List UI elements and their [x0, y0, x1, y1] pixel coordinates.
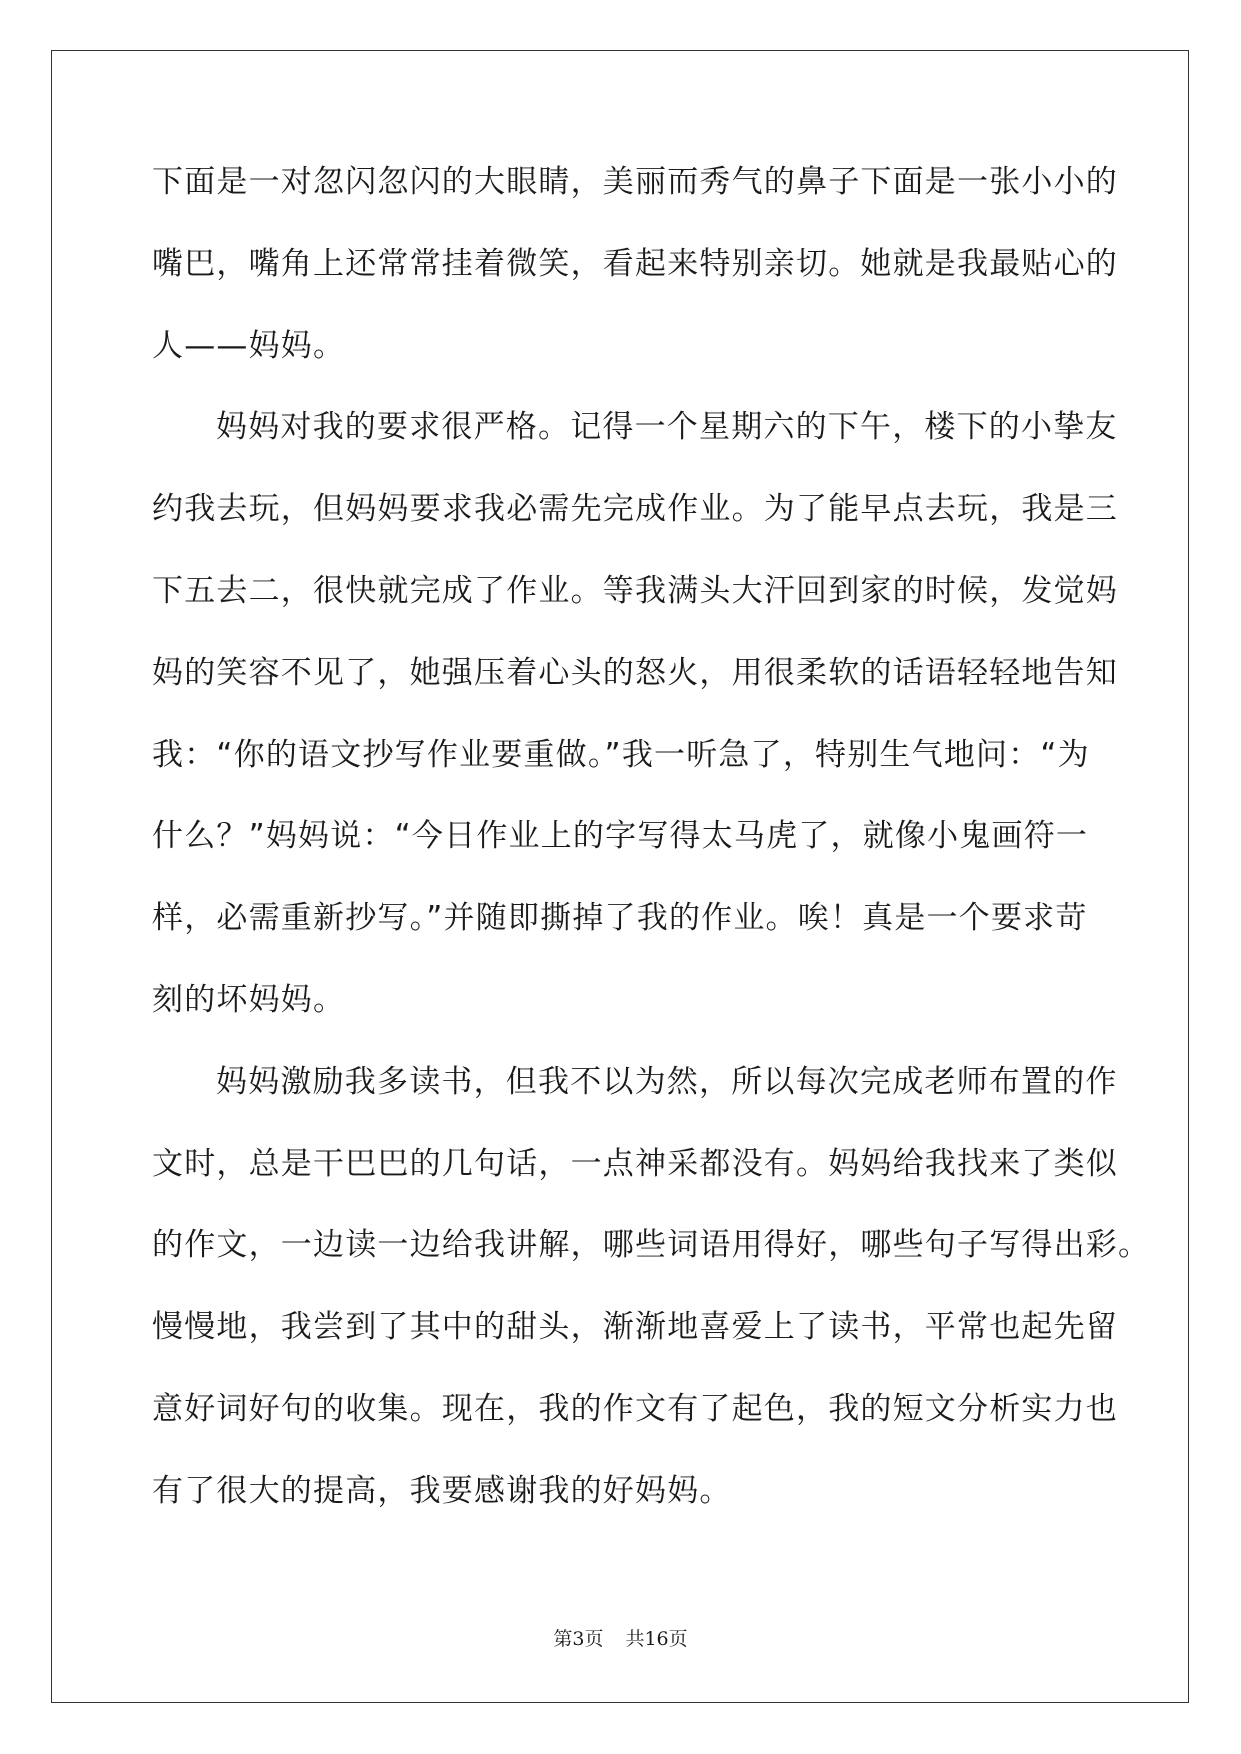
text-line: 约我去玩，但妈妈要求我必需先完成作业。为了能早点去玩，我是三 — [152, 491, 1118, 528]
text-line: 慢慢地，我尝到了其中的甜头，渐渐地喜爱上了读书，平常也起先留 — [152, 1309, 1118, 1346]
text-line: 刻的坏妈妈。 — [152, 981, 346, 1018]
paragraph-start-line: 妈妈激励我多读书，但我不以为然，所以每次完成老师布置的作 — [216, 1063, 1118, 1100]
paragraph-start-line: 妈妈对我的要求很严格。记得一个星期六的下午，楼下的小挚友 — [216, 409, 1118, 446]
page-number: 第3页 — [553, 1628, 604, 1650]
text-line: 意好词好句的收集。现在，我的作文有了起色，我的短文分析实力也 — [152, 1390, 1118, 1427]
text-line: 嘴巴，嘴角上还常常挂着微笑，看起来特别亲切。她就是我最贴心的 — [152, 245, 1118, 282]
text-line: 的作文，一边读一边给我讲解，哪些词语用得好，哪些句子写得出彩。 — [152, 1227, 1151, 1264]
text-line: 我：“你的语文抄写作业要重做。”我一听急了，特别生气地问：“为 — [152, 736, 1090, 773]
text-line: 样，必需重新抄写。”并随即撕掉了我的作业。唉！真是一个要求苛 — [152, 900, 1088, 937]
page-total: 共16页 — [625, 1628, 688, 1650]
document-body — [152, 162, 1151, 1553]
text-line: 什么？”妈妈说：“今日作业上的字写得太马虎了，就像小鬼画符一 — [152, 818, 1089, 855]
text-line: 妈的笑容不见了，她强压着心头的怒火，用很柔软的话语轻轻地告知 — [152, 654, 1118, 691]
text-line: 下面是一对忽闪忽闪的大眼睛，美丽而秀气的鼻子下面是一张小小的 — [152, 164, 1118, 200]
page-footer — [0, 1624, 1241, 1651]
text-line: 下五去二，很快就完成了作业。等我满头大汗回到家的时候，发觉妈 — [152, 572, 1118, 609]
text-line: 人——妈妈。 — [152, 327, 346, 364]
text-line: 有了很大的提高，我要感谢我的好妈妈。 — [152, 1472, 732, 1509]
text-line: 文时，总是干巴巴的几句话，一点神采都没有。妈妈给我找来了类似 — [152, 1145, 1118, 1182]
